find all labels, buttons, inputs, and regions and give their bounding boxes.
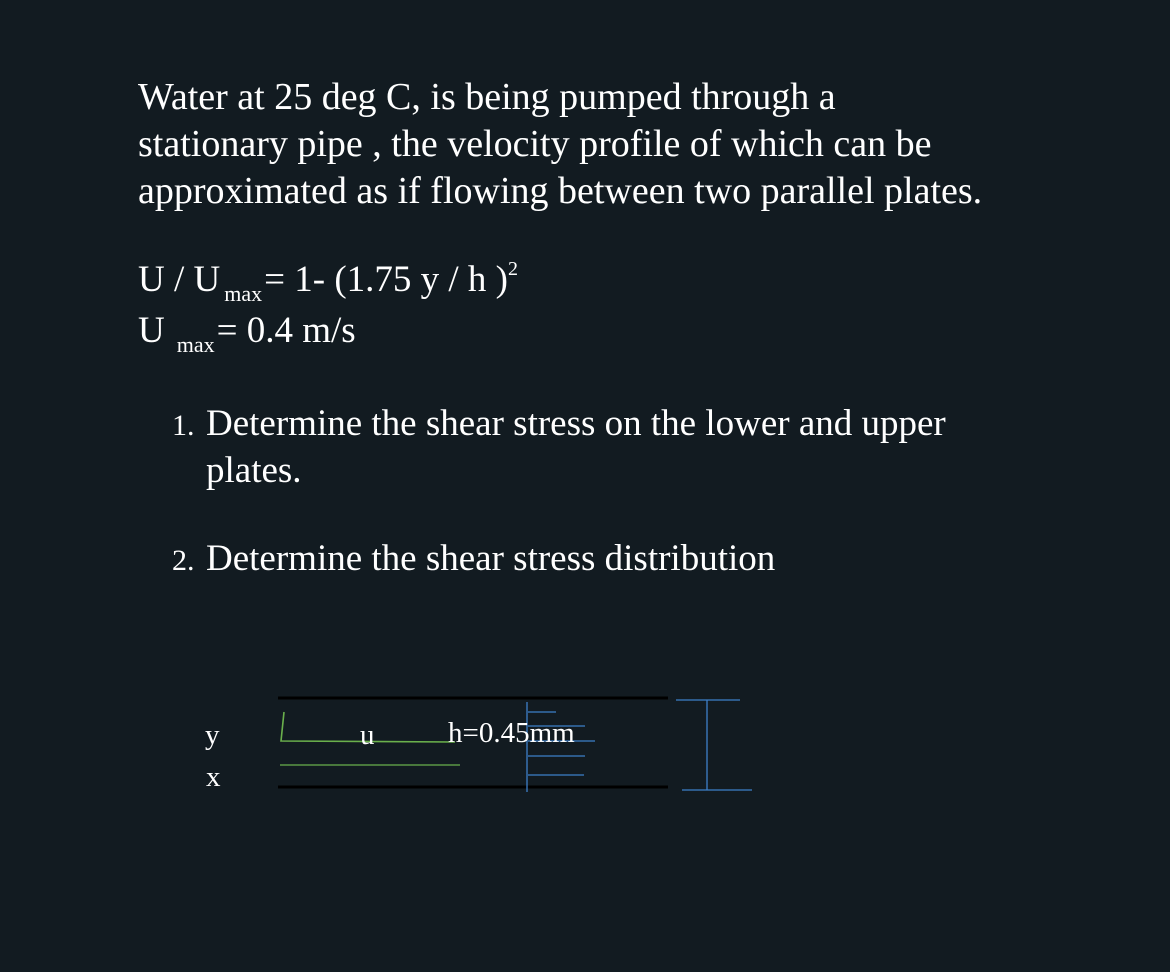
- equation-lhs: U / U: [138, 259, 221, 300]
- problem-line-2: stationary pipe , the velocity profile of which can be: [138, 123, 932, 165]
- task-number: 2.: [172, 544, 195, 577]
- problem-line-1: Water at 25 deg C, is being pumped through a: [138, 76, 836, 118]
- task-2: [172, 536, 775, 584]
- equation-subscript: max: [176, 332, 215, 357]
- x-axis-label: x: [206, 761, 221, 793]
- gap-height-label: h=0.45mm: [448, 717, 575, 749]
- equation-rhs: = 1- (1.75 y / h ): [264, 259, 508, 300]
- task-1: [172, 401, 946, 449]
- task-text: Determine the shear stress on the lower and upper: [206, 403, 946, 444]
- equation-subscript: max: [224, 281, 263, 306]
- equation-superscript: 2: [508, 258, 518, 280]
- equation-rhs: = 0.4 m/s: [216, 310, 356, 351]
- y-axis-label: y: [205, 719, 220, 751]
- equation-lhs: U: [138, 310, 165, 351]
- velocity-profile-equation: [138, 258, 518, 307]
- task-1-continuation: plates.: [206, 450, 302, 491]
- task-number: 1.: [172, 409, 195, 442]
- thickness-marker: [676, 700, 752, 790]
- max-velocity-equation: [138, 309, 356, 357]
- task-text: Determine the shear stress distribution: [206, 538, 776, 579]
- problem-line-3: approximated as if flowing between two parallel plates.: [138, 170, 983, 212]
- velocity-label: u: [360, 719, 375, 751]
